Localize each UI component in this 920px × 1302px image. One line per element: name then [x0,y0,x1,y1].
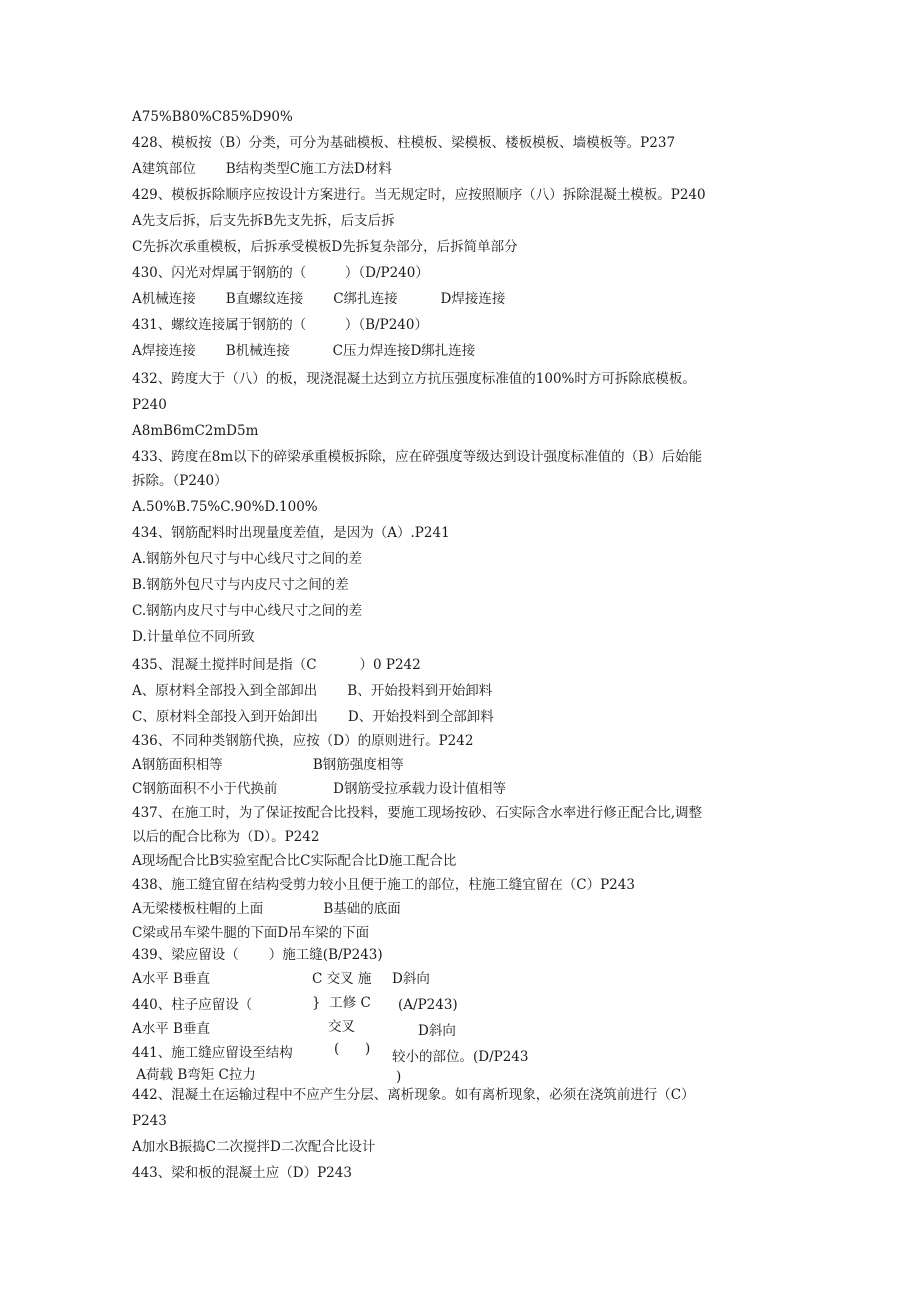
options-430: A机械连接 B直螺纹连接 C绑扎连接 D焊接连接 [132,291,506,307]
options-435-ab: A、原材料全部投入到全部卸出 B、开始投料到开始卸料 [132,683,493,699]
options-442: A加水B振捣C二次搅拌D二次配合比设计 [132,1139,376,1155]
option-434-a: A.钢筋外包尺寸与中心线尺寸之间的差 [132,551,363,567]
fragment-text: ( ) [334,1041,371,1057]
question-433-cont: 拆除。（P240） [132,473,228,489]
options-431: A焊接连接 B机械连接 C压力焊连接D绑扎连接 [132,343,476,359]
question-429: 429、模板拆除顺序应按设计方案进行。当无规定时，应按照顺序（八）拆除混凝土模板。P240 [132,187,706,203]
options-428: A建筑部位 B结构类型C施工方法D材料 [132,161,392,177]
options-438-cd: C梁或吊车梁牛腿的下面D吊车梁的下面 [132,925,370,941]
fragment-text: (A/P243) [398,997,458,1013]
question-434: 434、钢筋配料时出现量度差值，是因为（A）.P241 [132,525,450,541]
options-429-cd: C先拆次承重模板，后拆承受模板D先拆复杂部分，后拆简单部分 [132,239,518,255]
question-443: 443、梁和板的混凝土应（D）P243 [132,1165,352,1181]
fragment-text: 交叉 [328,1019,355,1035]
options-433: A.50%B.75%C.90%D.100% [132,499,318,515]
options-438-ab: A无梁楼板柱帽的上面 B基础的底面 [132,901,401,917]
options-436-cd: C钢筋面积不小于代换前 D钢筋受拉承载力设计值相等 [132,781,506,797]
question-428: 428、模板按（B）分类，可分为基础模板、柱模板、梁模板、楼板模板、墙模板等。P237 [132,135,676,151]
question-431: 431、螺纹连接属于钢筋的（ ）（B/P240） [132,317,428,333]
fragment-text: 较小的部位。(D/P243 [392,1049,529,1065]
fragment-text: C 交叉 施 [312,971,372,987]
options-432: A8mB6mC2mD5m [132,423,259,439]
question-435: 435、混凝土搅拌时间是指（C ）0 P242 [132,657,421,673]
option-434-d: D.计量单位不同所致 [132,629,255,645]
question-438: 438、施工缝宜留在结构受剪力较小且便于施工的部位，柱施工缝宜留在（C）P243 [132,877,635,893]
question-432: 432、跨度大于（八）的板，现浇混凝土达到立方抗压强度标准值的100%时方可拆除底模板。 [132,371,696,387]
question-439: 439、梁应留设（ ）施工缝(B/P243) [132,947,383,963]
text-line: A75%B80%C85%D90% [132,109,293,125]
question-437: 437、在施工时，为了保证按配合比投料，要施工现场按砂、石实际含水率进行修正配合比,调整 [132,805,703,821]
option-434-c: C.钢筋内皮尺寸与中心线尺寸之间的差 [132,603,363,619]
question-433: 433、跨度在8m以下的碎梁承重模板拆除，应在碎强度等级达到设计强度标准值的（B）后始能 [132,449,703,465]
options-441: A荷载 B弯矩 C拉力 [132,1067,256,1083]
option-434-b: B.钢筋外包尺寸与内皮尺寸之间的差 [132,577,349,593]
question-440: 440、柱子应留设（ [132,997,253,1013]
fragment-text: ) [396,1069,402,1085]
fragment-text: D斜向 [392,971,430,987]
fragment-text: D斜向 [418,1023,456,1039]
options-439: A水平 B垂直 [132,971,210,987]
question-442-ref: P243 [132,1113,167,1129]
question-437-cont: 以后的配合比称为（D）。P242 [132,829,320,845]
options-429-ab: A先支后拆，后支先拆B先支先拆，后支后拆 [132,213,395,229]
question-432-ref: P240 [132,397,167,413]
question-430: 430、闪光对焊属于钢筋的（ ）（D/P240） [132,265,429,281]
options-437: A现场配合比B实验室配合比C实际配合比D施工配合比 [132,853,457,869]
question-436: 436、不同种类钢筋代换，应按（D）的原则进行。P242 [132,733,474,749]
options-440: A水平 B垂直 [132,1021,210,1037]
options-436-ab: A钢筋面积相等 B钢筋强度相等 [132,757,404,773]
options-435-cd: C、原材料全部投入到开始卸出 D、开始投料到仝部卸料 [132,709,494,725]
fragment-text: } 工修 C [312,995,371,1011]
question-441: 441、施工缝应留设至结构 [132,1045,293,1061]
question-442: 442、混凝土在运输过程中不应产生分层、离析现象。如有离析现象，必须在浇筑前进行（C） [132,1087,695,1103]
